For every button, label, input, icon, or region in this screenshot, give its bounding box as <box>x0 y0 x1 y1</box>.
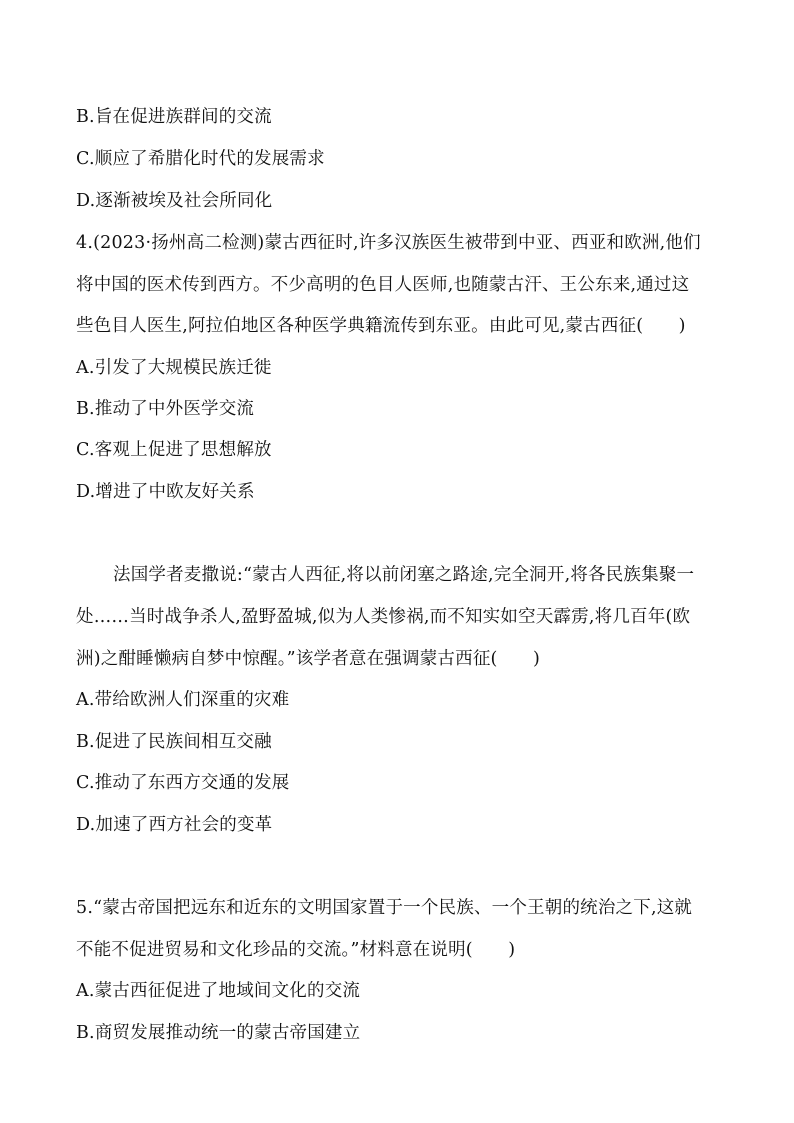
variant-question-line-1: 法国学者麦撒说:“蒙古人西征,将以前闭塞之路途,完全洞开,将各民族集聚一 <box>113 565 695 585</box>
option-b: B.旨在促进族群间的交流 <box>76 107 272 127</box>
question-4-option-d: D.增进了中欧友好关系 <box>76 482 255 502</box>
question-4-line-1: 4.(2023·扬州高二检测)蒙古西征时,许多汉族医生被带到中亚、西亚和欧洲,他们 <box>76 233 701 253</box>
question-5-option-b: B.商贸发展推动统一的蒙古帝国建立 <box>76 1023 361 1043</box>
question-4-line-2: 将中国的医术传到西方。不少高明的色目人医师,也随蒙古汗、王公东来,通过这 <box>76 275 690 295</box>
variant-option-a: A.带给欧洲人们深重的灾难 <box>76 690 290 710</box>
variant-option-c: C.推动了东西方交通的发展 <box>76 773 290 793</box>
variant-question-line-2: 处……当时战争杀人,盈野盈城,似为人类惨祸,而不知实如空天霹雳,将几百年(欧 <box>76 607 691 627</box>
question-4-option-b: B.推动了中外医学交流 <box>76 399 255 419</box>
variant-option-d: D.加速了西方社会的变革 <box>76 815 273 835</box>
question-5-line-2: 不能不促进贸易和文化珍品的交流。”材料意在说明( ) <box>76 940 516 960</box>
question-4-option-c: C.客观上促进了思想解放 <box>76 440 272 460</box>
question-5-line-1: 5.“蒙古帝国把远东和近东的文明国家置于一个民族、一个王朝的统治之下,这就 <box>76 898 693 918</box>
option-d: D.逐渐被埃及社会所同化 <box>76 191 273 211</box>
variant-option-b: B.促进了民族间相互交融 <box>76 732 272 752</box>
question-4-option-a: A.引发了大规模民族迁徙 <box>76 358 272 378</box>
option-c: C.顺应了希腊化时代的发展需求 <box>76 149 325 169</box>
question-5-option-a: A.蒙古西征促进了地域间文化的交流 <box>76 981 361 1001</box>
question-4-line-3: 些色目人医生,阿拉伯地区各种医学典籍流传到东亚。由此可见,蒙古西征( ) <box>76 316 686 336</box>
variant-question-line-3: 洲)之酣睡懒病自梦中惊醒。”该学者意在强调蒙古西征( ) <box>76 649 540 669</box>
